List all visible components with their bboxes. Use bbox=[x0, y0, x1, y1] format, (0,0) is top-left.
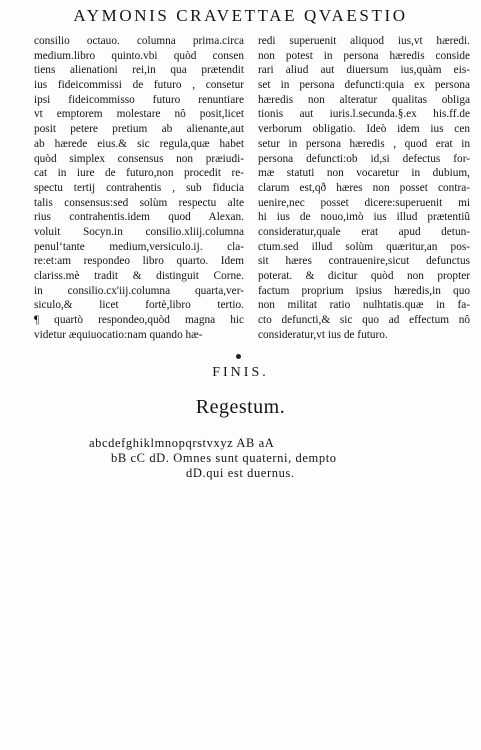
text-line: medium.libro quinto.vbi quòd consen bbox=[34, 49, 244, 62]
text-line: verborum obligatio. Ideò idem ius cen bbox=[258, 123, 470, 136]
text-line: penul‘tante medium,versiculo.ij. cla- bbox=[34, 240, 244, 253]
left-text-column bbox=[34, 34, 244, 342]
text-line: set in persona defuncti:quia ex persona bbox=[258, 79, 470, 92]
text-line: consideratur,vt ius de futuro. bbox=[258, 328, 388, 341]
text-line: spectu tertij contrahentis , sub fiducia bbox=[34, 181, 244, 194]
text-line: tiens alienationi rei,in qua prætendit bbox=[34, 64, 244, 77]
register-title: Regestum. bbox=[195, 396, 286, 418]
text-line: non potest in persona hæredis conside bbox=[258, 49, 470, 62]
text-line: ¶ quartò respondeo,quòd magna hic bbox=[34, 314, 244, 327]
text-line: ius fideicommissi de futuro , consetur bbox=[34, 79, 244, 92]
text-line: sit hæres contrauenire,sicut defunctus bbox=[258, 255, 470, 268]
text-line: videtur æquiuocatio:nam quando hæ- bbox=[34, 328, 203, 341]
text-line: rius contrahentis.idem quod Alexan. bbox=[34, 211, 244, 224]
text-line: talis consensus:sed solùm respectu alte bbox=[34, 196, 244, 209]
text-line: consilio octauo. columna prima.circa bbox=[34, 35, 244, 47]
text-line: factum proprium ipsius hæredis,in quo bbox=[258, 284, 470, 297]
text-line: rari aliud aut diuersum ius,quàm eis- bbox=[258, 64, 470, 77]
text-line: setur in persona hæredis , quod erat in bbox=[258, 137, 470, 150]
text-line: vt emptorem molestare nô posit,licet bbox=[34, 108, 244, 121]
text-line: non militat ratio nulhtatis.quæ in fa- bbox=[258, 299, 470, 312]
text-line: redi superuenit aliquod ius,vt hæredi. bbox=[258, 35, 470, 47]
text-line: persona defuncti:ob id,si defectus for- bbox=[258, 152, 470, 165]
text-line: voluit Socyn.in consilio.xliij.columna bbox=[34, 225, 244, 238]
text-line: quòd simplex consensus non præiudi- bbox=[34, 152, 244, 165]
text-line: clariss.mè tradit & distinguit Corne. bbox=[34, 270, 244, 282]
text-line: posit petere pretium ab alienante,aut bbox=[34, 123, 244, 136]
text-line: siculo,& licet fortè,libro tertio. bbox=[34, 299, 244, 312]
text-line: clarum est,qð hæres non posset contra- bbox=[258, 181, 470, 194]
text-line: poterat. & dicitur quòd non propter bbox=[258, 270, 470, 282]
text-line: cat in iure de futuro,non procedit re- bbox=[34, 167, 244, 180]
text-line: in consilio.cx'iij.columna quarta,ver- bbox=[34, 284, 244, 297]
register-line: abcdefghiklmnopqrstvxyz AB aA bbox=[89, 436, 275, 450]
text-line: ipsi fideicommisso futuro renuntiare bbox=[34, 93, 244, 106]
text-line: hi ius de nouo,imò ius illud prætentiû bbox=[258, 211, 470, 224]
ornament-dot bbox=[236, 354, 241, 359]
text-line: uenire,nec posset dicere:superuenit mi bbox=[258, 196, 470, 209]
right-text-column bbox=[258, 34, 470, 342]
text-line: tionis aut iuris.l.secunda.§.ex his.ff.de bbox=[258, 108, 470, 121]
text-line: ctum.sed illud solùm quæritur,an pos- bbox=[258, 240, 470, 253]
register-line: bB cC dD. Omnes sunt quaterni, dempto bbox=[111, 451, 337, 465]
text-line: re:et:am respondeo libro quarto. Idem bbox=[34, 255, 244, 268]
text-line: mæ statuti non vocaretur in dubium, bbox=[258, 167, 470, 180]
text-line: cto defuncti,& sic quo ad effectum nô bbox=[258, 314, 470, 327]
text-line: hæredis non alteratur qualitas obliga bbox=[258, 93, 470, 106]
finis-heading: FINIS. bbox=[212, 365, 269, 380]
register-line: dD.qui est duernus. bbox=[186, 466, 295, 480]
text-line: consideratur,quale erat apud detun- bbox=[258, 225, 470, 238]
text-line: ab hærede eius.& sic regula,quæ habet bbox=[34, 137, 244, 150]
running-header: AYMONIS CRAVETTAE QVAESTIO bbox=[73, 6, 408, 25]
